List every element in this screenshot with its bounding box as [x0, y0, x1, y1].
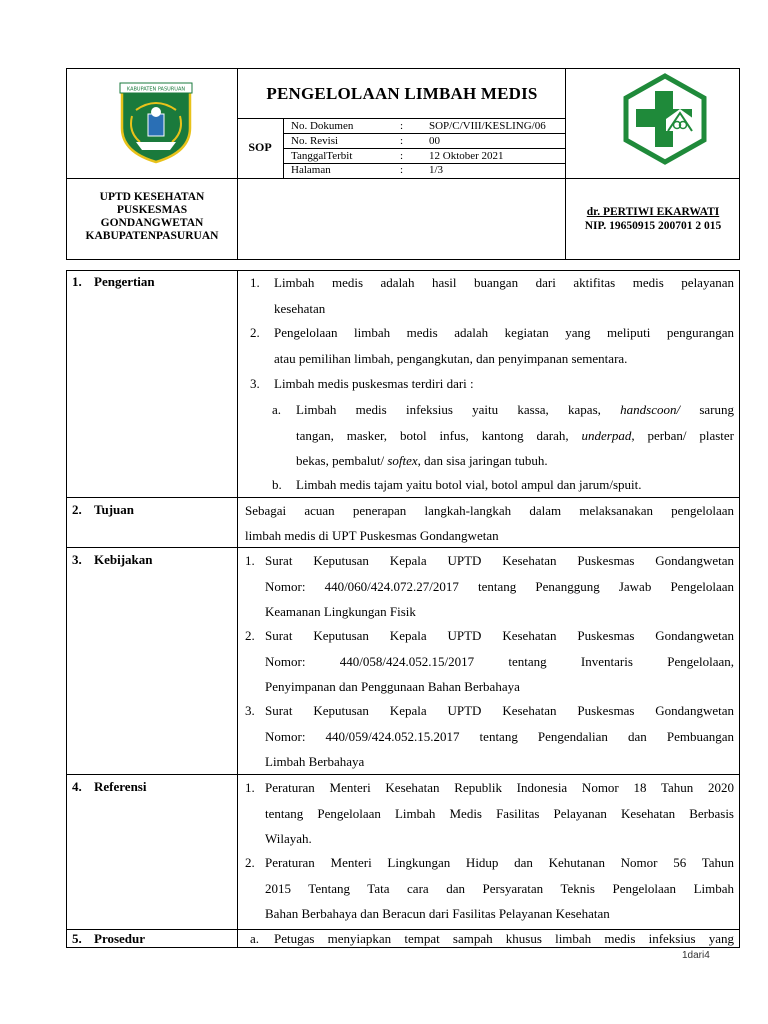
section-label-prosedur: [72, 931, 145, 947]
list-item: [245, 623, 734, 699]
text-line: Bahan Berbahaya dan Beracun dari Fasilitas Pelayanan Kesehatan: [265, 906, 610, 921]
text-line: [296, 448, 734, 474]
list-item: [245, 698, 734, 774]
text-line: Pengelolaan limbah medis adalah kegiatan yang meliputi pengurangan: [274, 325, 734, 340]
list-item: [250, 270, 734, 321]
meta-row-revision: [287, 134, 565, 149]
text-line: Nomor: 440/060/424.072.27/2017 tentang Penanggung Jawab Pengelolaan: [265, 578, 734, 594]
list-number: 1.: [245, 553, 255, 568]
text-line: Limbah medis adalah hasil buangan dari aktifitas medis pelayanan: [274, 275, 734, 290]
meta-value: 00: [429, 135, 440, 147]
document-title: PENGELOLAAN LIMBAH MEDIS: [266, 84, 538, 103]
meta-row-document: [287, 119, 565, 134]
list-number: 1.: [245, 780, 255, 795]
section-number: 5.: [72, 931, 82, 946]
text-line: Wilayah.: [265, 831, 312, 846]
text-run: , perban/ plaster: [631, 427, 734, 443]
organization-name: [66, 191, 238, 243]
text-run: sarung: [680, 402, 734, 417]
section-label-tujuan: [72, 502, 134, 518]
section-title: Prosedur: [94, 931, 146, 946]
list-text: [274, 320, 734, 371]
text-line: Keamanan Lingkungan Fisik: [265, 604, 416, 619]
text-line: Limbah Berbahaya: [265, 754, 365, 769]
header-divider: [66, 178, 740, 179]
section-title: Referensi: [94, 779, 147, 794]
section-number: 2.: [72, 502, 82, 517]
meta-key: No. Revisi: [291, 135, 339, 147]
section-title: Kebijakan: [94, 552, 153, 567]
list-text: Limbah medis puskesmas terdiri dari :: [274, 376, 474, 391]
regency-emblem-logo: [118, 80, 194, 164]
text-line: Peraturan Menteri Lingkungan Hidup dan Kehutanan Nomor 56 Tahun: [265, 855, 734, 870]
list-text: [265, 775, 734, 852]
text-line: [296, 423, 734, 449]
section-number: 1.: [72, 274, 82, 289]
text-line: limbah medis di UPT Puskesmas Gondangwetan: [245, 528, 499, 543]
meta-value: 12 Oktober 2021: [429, 150, 504, 162]
text-run: tangan, masker, botol infus, kantong darah,: [296, 427, 582, 443]
meta-key: No. Dokumen: [291, 120, 354, 132]
org-line: UPTD KESEHATAN: [99, 191, 205, 203]
text-line: atau pemilihan limbah, pengangkutan, dan penyimpanan sementara.: [274, 350, 628, 366]
text-run: Limbah medis infeksius yaitu kassa, kapas,: [296, 402, 621, 417]
text-line: Sebagai acuan penerapan langkah-langkah dalam melaksanakan pengelolaan: [245, 503, 734, 518]
section-title: Pengertian: [94, 274, 155, 289]
list-number: a.: [250, 931, 260, 946]
text-line: Nomor: 440/059/424.052.15.2017 tentang Pengendalian dan Pembuangan: [265, 728, 734, 744]
text-line: [296, 397, 734, 423]
list-text: [265, 850, 734, 927]
org-line: KABUPATENPASURUAN: [85, 230, 219, 242]
list-number: 2.: [245, 855, 255, 870]
section-number: 4.: [72, 779, 82, 794]
text-line: Peraturan Menteri Kesehatan Republik Indonesia Nomor 18 Tahun 2020: [265, 780, 734, 795]
list-number: 3.: [250, 376, 260, 391]
list-item: [245, 850, 734, 926]
list-number: 3.: [245, 703, 255, 718]
list-item: [250, 371, 734, 397]
meta-value: 1/3: [429, 164, 444, 176]
meta-key: TanggalTerbit: [291, 150, 353, 162]
puskesmas-logo: [622, 73, 708, 165]
list-text: [265, 698, 734, 775]
text-line: 2015 Tentang Tata cara dan Persyaratan Teknis Pengelolaan Limbah: [265, 880, 734, 896]
signatory-block: [566, 205, 740, 233]
signatory-nip: NIP. 19650915 200701 2 015: [584, 220, 722, 232]
text-line: Penyimpanan dan Penggunaan Bahan Berbahaya: [265, 679, 520, 694]
list-number: a.: [272, 402, 282, 417]
list-number: b.: [272, 477, 282, 492]
section-label-kebijakan: [72, 552, 153, 568]
list-number: 2.: [250, 325, 260, 340]
text-line: Surat Keputusan Kepala UPTD Kesehatan Puskesmas Gondangwetan: [265, 553, 734, 568]
section-label-pengertian: [72, 274, 155, 290]
list-text: Limbah medis tajam yaitu botol vial, botol ampul dan jarum/spuit.: [296, 477, 642, 492]
text-line: Nomor: 440/058/424.052.15/2017 tentang Inventaris Pengelolaan,: [265, 653, 734, 669]
list-text: [265, 548, 734, 625]
list-item: [245, 775, 734, 851]
meta-value: SOP/C/VIII/KESLING/06: [429, 120, 546, 132]
section-title: Tujuan: [94, 502, 134, 517]
meta-row-page: [287, 163, 565, 178]
text-line: Surat Keputusan Kepala UPTD Kesehatan Puskesmas Gondangwetan: [265, 628, 734, 643]
meta-colon: :: [400, 150, 404, 162]
section-label-referensi: [72, 779, 146, 795]
list-number: 2.: [245, 628, 255, 643]
list-item: [250, 320, 734, 371]
text-run-italic: handscoon/: [620, 402, 681, 417]
text-run-italic: softex: [387, 453, 418, 468]
list-text: [296, 397, 734, 474]
list-text: [274, 270, 734, 321]
list-item: [250, 927, 734, 948]
signatory-name: dr. PERTIWI EKARWATI: [586, 206, 720, 218]
meta-colon: :: [400, 120, 404, 132]
text-line: kesehatan: [274, 300, 326, 316]
list-text: Petugas menyiapkan tempat sampah khusus limbah medis infeksius yang: [274, 931, 734, 946]
text-run: bekas, pembalut/: [296, 453, 388, 468]
text-run-italic: underpad: [581, 427, 632, 443]
list-number: 1.: [250, 275, 260, 290]
sop-label: SOP: [248, 140, 272, 154]
list-text: [265, 623, 734, 700]
emblem-text: KABUPATEN PASURUAN: [126, 86, 186, 93]
sub-list-item: [272, 397, 734, 474]
section-text-tujuan: [245, 498, 734, 548]
meta-colon: :: [400, 135, 404, 147]
text-line: tentang Pengelolaan Limbah Medis Fasilitas Pelayanan Kesehatan Berbasis: [265, 805, 734, 821]
sub-list-item: [272, 472, 734, 498]
meta-colon: :: [400, 164, 404, 176]
meta-row-date: [287, 149, 565, 164]
text-run: , dan sisa jaringan tubuh.: [417, 453, 548, 468]
meta-key: Halaman: [291, 164, 331, 176]
page-number: 1dari4: [682, 950, 710, 961]
section-number: 3.: [72, 552, 82, 567]
list-item: [245, 548, 734, 624]
org-line: GONDANGWETAN: [100, 217, 204, 229]
org-line: PUSKESMAS: [116, 204, 188, 216]
table-divider: [237, 270, 238, 948]
text-line: Surat Keputusan Kepala UPTD Kesehatan Puskesmas Gondangwetan: [265, 703, 734, 718]
